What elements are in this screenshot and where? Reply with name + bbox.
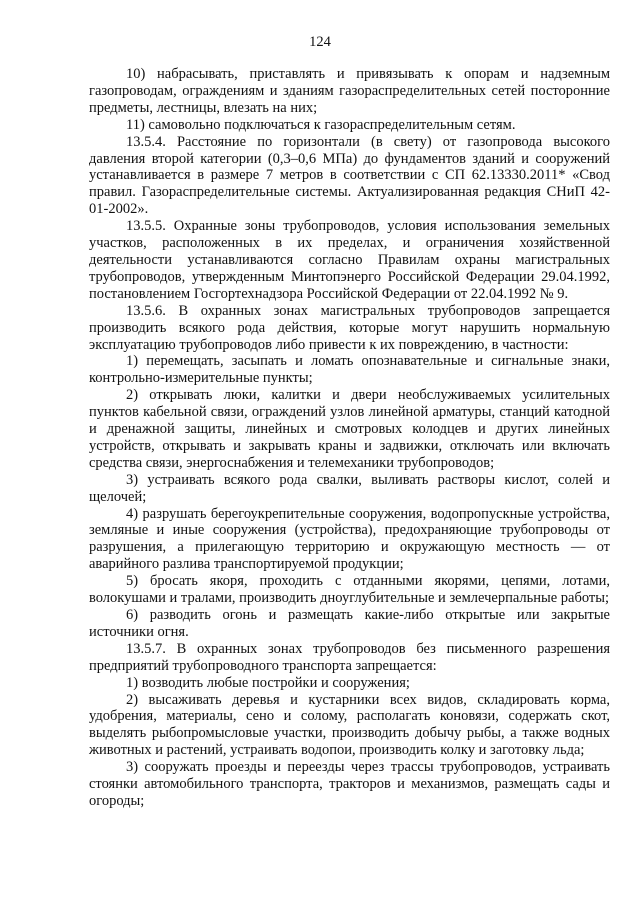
paragraph-13-5-4: 13.5.4. Расстояние по горизонтали (в свету) от газопровода высокого давления второй категории (0,3–0,6 МПа) до фундаментов зданий и сооружений устанавливается в размере 7 метров в соответствии с СП 62.13330.2011* «Свод правил. Газораспределительные системы. Актуализированная редакция СНиП 42-01-2002». — [89, 133, 610, 218]
paragraph-13-5-6-item-4: 4) разрушать берегоукрепительные сооружения, водопропускные устройства, земляные и иные сооружения (устройства), предохраняющие трубопроводы от разрушения, а прилегающую территорию и окружающую местность — от аварийного разлива транспортируемой продукции; — [89, 505, 610, 573]
paragraph-13-5-6-item-2: 2) открывать люки, калитки и двери необслуживаемых усилительных пунктов кабельной связи, ограждений узлов линейной арматуры, станций катодной и дренажной защиты, линейных и смотровых колодцев и других линейных устройств, открывать и закрывать краны и задвижки, отключать или включать средства связи, энергоснабжения и телемеханики трубопроводов; — [89, 387, 610, 471]
paragraph-13-5-7: 13.5.7. В охранных зонах трубопроводов без письменного разрешения предприятий трубопроводного транспорта запрещается: — [89, 640, 610, 674]
paragraph-13-5-6-item-5: 5) бросать якоря, проходить с отданными якорями, цепями, лотами, волокушами и тралами, производить дноуглубительные и землечерпальные работы; — [89, 573, 610, 607]
paragraph-13-5-6-item-3: 3) устраивать всякого рода свалки, выливать растворы кислот, солей и щелочей; — [89, 471, 610, 505]
paragraph-13-5-6-item-6: 6) разводить огонь и размещать какие-либо открытые или закрытые источники огня. — [89, 607, 610, 640]
paragraph-13-5-7-item-2: 2) высаживать деревья и кустарники всех видов, складировать корма, удобрения, материалы, сено и солому, располагать коновязи, содержать скот, выделять рыбопромысловые участки, производить добычу рыбы, а также водных животных и растений, устраивать водопои, производить колку и заготовку льда; — [89, 691, 610, 759]
document-body — [89, 66, 610, 810]
paragraph-13-5-7-item-1: 1) возводить любые постройки и сооружения; — [126, 674, 410, 691]
paragraph-13-5-6: 13.5.6. В охранных зонах магистральных трубопроводов запрещается производить всякого рода действия, которые могут нарушить нормальную эксплуатацию трубопроводов либо привести к их повреждению, в частности: — [89, 302, 610, 353]
paragraph-item-11: 11) самовольно подключаться к газораспределительным сетям. — [126, 116, 516, 133]
page-number: 124 — [309, 34, 331, 50]
paragraph-item-10: 10) набрасывать, приставлять и привязывать к опорам и надземным газопроводам, ограждениям и зданиям газораспределительных сетей посторонние предметы, лестницы, влезать на них; — [89, 66, 610, 116]
paragraph-13-5-7-item-3: 3) сооружать проезды и переезды через трассы трубопроводов, устраивать стоянки автомобильного транспорта, тракторов и механизмов, размещать сады и огороды; — [89, 759, 610, 809]
paragraph-13-5-5: 13.5.5. Охранные зоны трубопроводов, условия использования земельных участков, расположенных в их пределах, и ограничения хозяйственной деятельности устанавливаются согласно Правилам охраны магистральных трубопроводов, утвержденным Минтопэнерго Российской Федерации 29.04.1992, постановлением Госгортехнадзора Российской Федерации от 22.04.1992 № 9. — [89, 218, 610, 302]
paragraph-13-5-6-item-1: 1) перемещать, засыпать и ломать опознавательные и сигнальные знаки, контрольно-измерительные пункты; — [89, 353, 610, 387]
